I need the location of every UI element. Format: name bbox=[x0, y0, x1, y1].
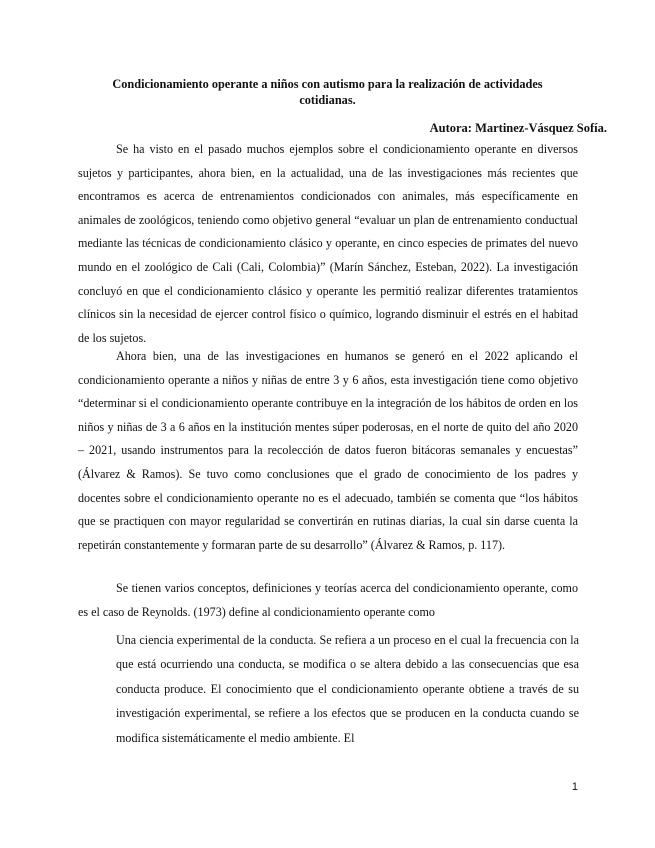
document-title: Condicionamiento operante a niños con autismo para la realización de actividades cotidianas. bbox=[112, 77, 543, 107]
document-author: Autora: Martinez-Vásquez Sofía. bbox=[429, 121, 607, 135]
body-paragraph-1: Se ha visto en el pasado muchos ejemplos sobre el condicionamiento operante en diversos sujetos y participantes, ahora bien, en la actualidad, una de las investigaciones más recientes que encontramos es acerca de entrenamientos condicionados con animales, más específicamente en animales de zoológicos, teniendo como objetivo general “evaluar un plan de entrenamiento conductual mediante las técnicas de condicionamiento clásico y operante, en cinco especies de primates del nuevo mundo en el zoológico de Cali (Cali, Colombia)” (Marín Sánchez, Esteban, 2022). La investigación concluyó en que el condicionamiento clásico y operante les permitió realizar diferentes tratamientos clínicos sin la necesidad de ejercer control físico o químico, logrando disminuir el estrés en el habitad de los sujetos. bbox=[78, 142, 578, 345]
body-paragraph-2: Ahora bien, una de las investigaciones en humanos se generó en el 2022 aplicando el condicionamiento operante a niños y niñas de entre 3 y 6 años, esta investigación tiene como objetivo “determinar si el condicionamiento operante contribuye en la integración de los hábitos de orden en los niños y niñas de 3 a 6 años en la institución mentes súper poderosas, en el norte de quito del año 2020 – 2021, usando instrumentos para la recolección de datos fueron bitácoras semanales y encuestas” (Álvarez & Ramos). Se tuvo como conclusiones que el grado de conocimiento de los padres y docentes sobre el condicionamiento operante no es el adecuado, también se comenta que “los hábitos que se practiquen con mayor regularidad se convertirán en rutinas diarias, la cual sin darse cuenta la repetirán constantemente y formaran parte de su desarrollo” (Álvarez & Ramos, p. 117). bbox=[78, 349, 578, 552]
body-paragraph-3: Se tienen varios conceptos, definiciones y teorías acerca del condicionamiento operante, como es el caso de Reynolds. (1973) define al condicionamiento operante como bbox=[78, 581, 578, 619]
block-quote: Una ciencia experimental de la conducta. Se refiera a un proceso en el cual la frecuencia con la que está ocurriendo una conducta, se modifica o se altera debido a las consecuencias que esa conducta produce. El conocimiento que el condicionamiento operante obtiene a través de su investigación experimental, se refiere a los efectos que se producen en la conducta cuando se modifica sistemáticamente el medio ambiente. El bbox=[116, 633, 579, 745]
page-number: 1 bbox=[571, 781, 578, 793]
